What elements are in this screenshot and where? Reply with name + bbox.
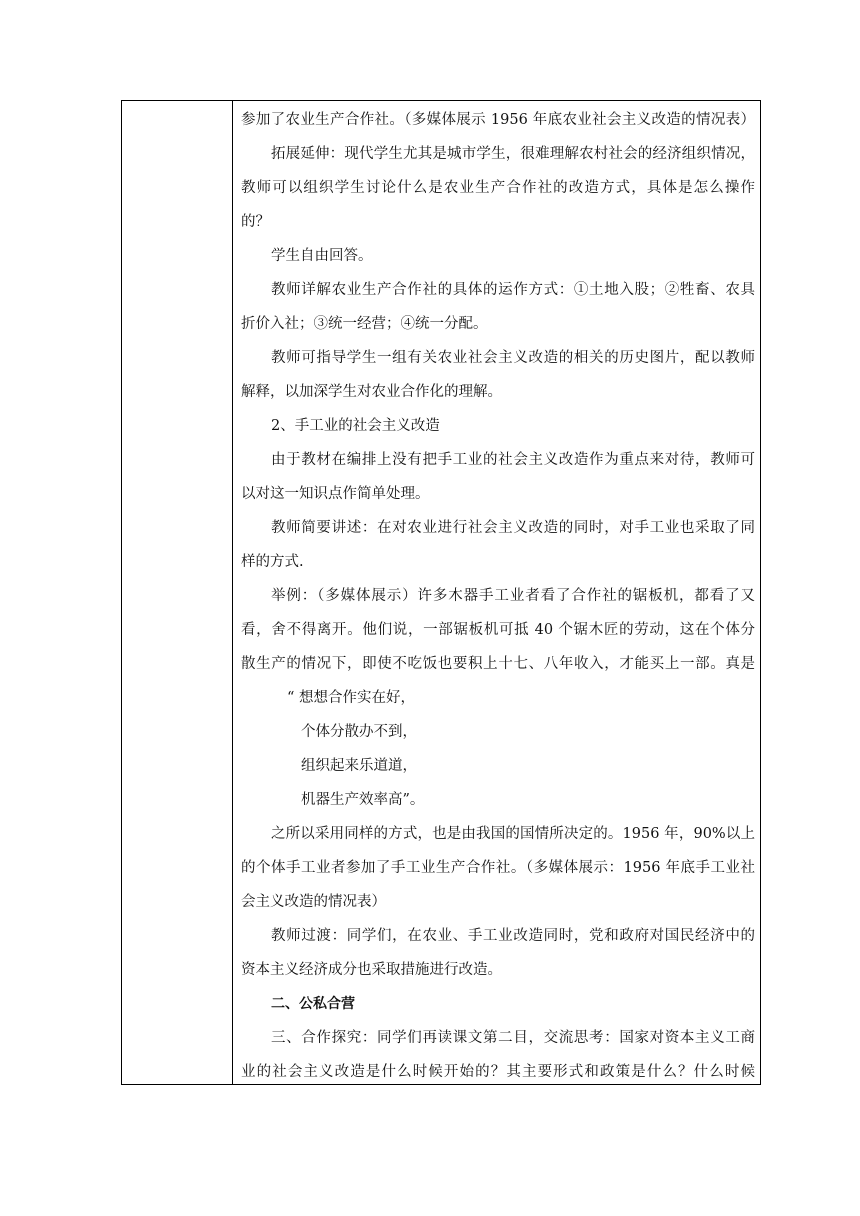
text-line: 解释，以加深学生对农业合作化的理解。: [241, 384, 502, 400]
text-line: 样的方式.: [241, 554, 304, 570]
text-line: 参加了农业生产合作社。（多媒体展示 1956 年底农业社会主义改造的情况表）: [241, 112, 755, 128]
left-column-cell: [122, 101, 232, 1084]
poem-line: 个体分散办不到，: [301, 724, 417, 740]
text-line: 之所以采用同样的方式，也是由我国的国情所决定的。1956 年，90%以上: [271, 826, 755, 842]
text-line: 由于教材在编排上没有把手工业的社会主义改造作为重点来对待，教师可: [271, 452, 755, 468]
column-divider: [232, 101, 233, 1084]
text-line: 教师过渡：同学们，在农业、手工业改造同时，党和政府对国民经济中的: [271, 928, 755, 944]
text-line: 的个体手工业者参加了手工业生产合作社。（多媒体展示：1956 年底手工业社: [241, 860, 755, 876]
section-heading-bold: 二、公私合营: [271, 996, 355, 1012]
text-line: 看，舍不得离开。他们说，一部锯板机可抵 40 个锯木匠的劳动，这在个体分: [241, 622, 755, 638]
text-line: 资本主义经济成分也采取措施进行改造。: [241, 962, 502, 978]
text-line: 教师简要讲述：在对农业进行社会主义改造的同时，对手工业也采取了同: [271, 520, 755, 536]
text-line: 教师详解农业生产合作社的具体的运作方式：①土地入股；②牲畜、农具: [271, 282, 755, 298]
text-line: 举例：（多媒体展示）许多木器手工业者看了合作社的锯板机，都看了又: [271, 588, 755, 604]
text-line: 会主义改造的情况表）: [241, 894, 386, 910]
text-line: 的？: [241, 214, 270, 230]
text-line: 教师可指导学生一组有关农业社会主义改造的相关的历史图片，配以教师: [271, 350, 755, 366]
text-line: 教师可以组织学生讨论什么是农业生产合作社的改造方式，具体是怎么操作: [241, 180, 755, 196]
poem-line: 机器生产效率高”。: [301, 792, 425, 808]
text-line: 三、合作探究：同学们再读课文第二目，交流思考：国家对资本主义工商: [271, 1030, 755, 1046]
lesson-table: [121, 100, 761, 1085]
section-heading: 2、手工业的社会主义改造: [271, 418, 440, 434]
poem-line: 组织起来乐道道，: [301, 758, 417, 774]
text-line: 散生产的情况下，即使不吃饭也要积上十七、八年收入，才能买上一部。真是: [241, 656, 755, 672]
text-line: 业的社会主义改造是什么时候开始的？其主要形式和政策是什么？什么时候: [241, 1064, 755, 1080]
text-line: 学生自由回答。: [271, 248, 373, 264]
poem-line: “ 想想合作实在好，: [287, 690, 416, 706]
text-line: 折价入社；③统一经营；④统一分配。: [241, 316, 488, 332]
text-line: 拓展延伸：现代学生尤其是城市学生，很难理解农村社会的经济组织情况，: [271, 146, 755, 162]
text-line: 以对这一知识点作简单处理。: [241, 486, 430, 502]
